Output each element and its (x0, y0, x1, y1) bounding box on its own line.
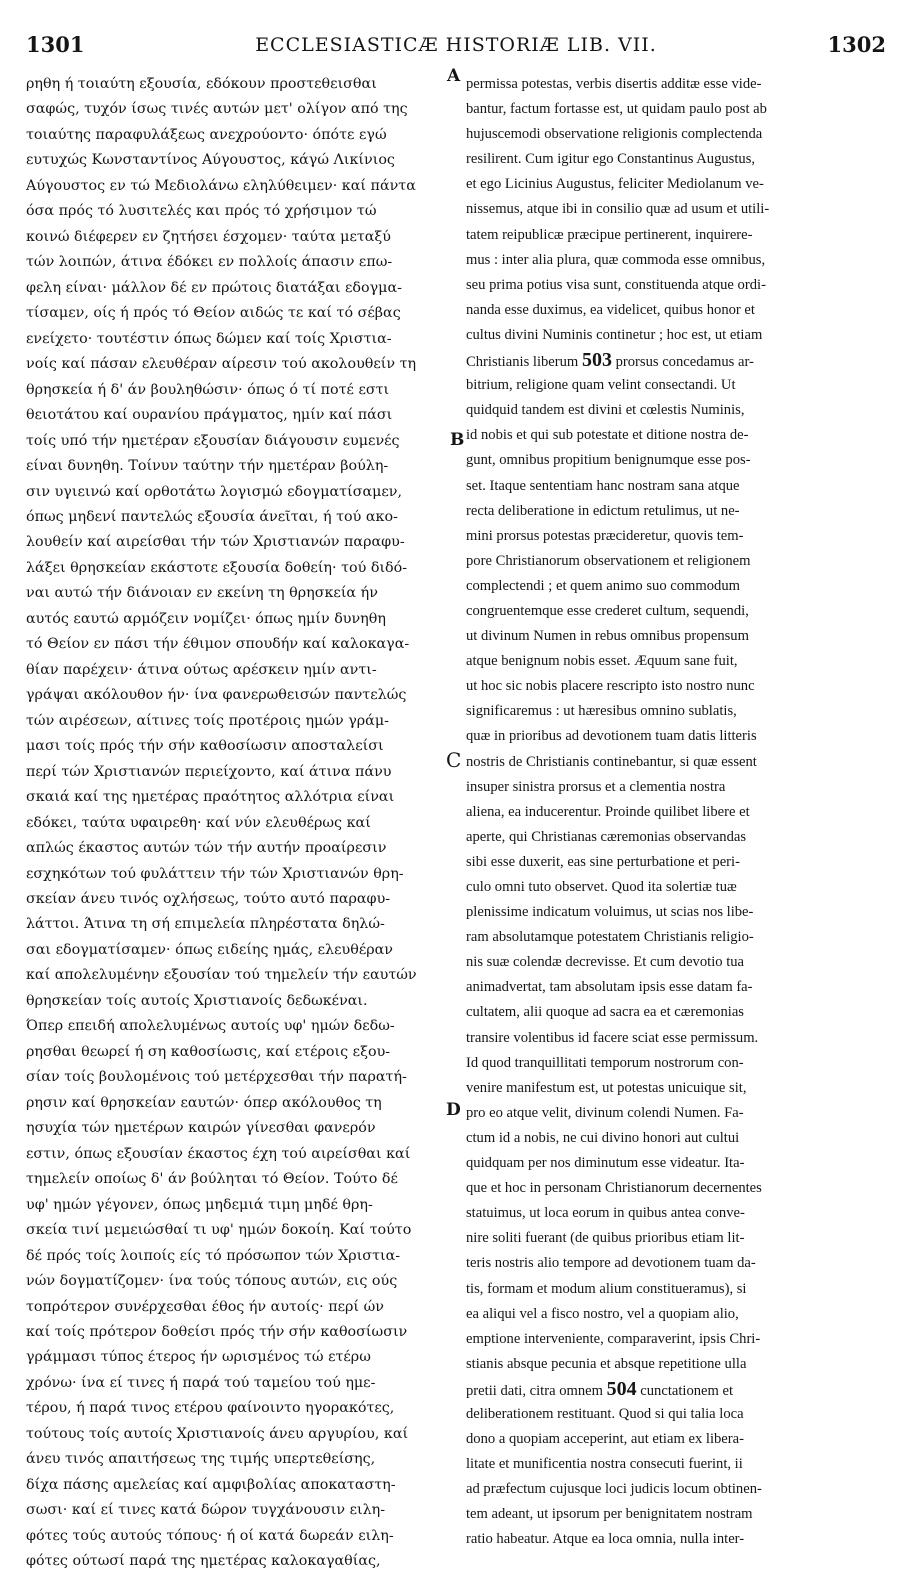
latin-line: dono a quopiam acceperint, aut etiam ex libera- (466, 1431, 744, 1448)
greek-line: λουθείν καί αιρείσθαι τήν τών Χριστιανών παραφυ- (26, 534, 405, 551)
latin-line: recta deliberatione in edictum retulimus, ut ne- (466, 502, 740, 519)
latin-text-span: cunctationem et (636, 1382, 734, 1399)
latin-line: que et hoc in personam Christianorum decernentes (466, 1180, 762, 1197)
latin-line: tatem reipublicæ præcipue pertinerent, inquirere- (466, 226, 753, 243)
greek-line: θίαν παρέχειν· άτινα ούτως αρέσκειν ημίν αντι- (26, 661, 377, 678)
greek-line: τοίς υπό τήν ημετέραν εξουσίαν διάγουσιν ευμενές (26, 432, 400, 449)
latin-text-span: pretii dati, citra omnem (466, 1382, 607, 1399)
greek-line: είναι δυνηθη. Τοίνυν ταύτην τήν ημετέραν βούλη- (26, 458, 389, 475)
latin-line-with-section-number (466, 1377, 888, 1402)
latin-line: transire volentibus id facere sciat esse permissum. (466, 1029, 759, 1046)
latin-line: ram absolutamque potestatem Christianis religio- (466, 929, 754, 946)
latin-line: teris nostris alio tempore ad devotionem tuam da- (466, 1255, 756, 1272)
greek-line: ρησθαι θεωρεί ή ση καθοσίωσις, καί ετέροις εξου- (26, 1043, 391, 1060)
greek-line: τέρου, ή παρά τινος ετέρου φαίνοιντο ηγορακότες, (26, 1400, 395, 1417)
latin-line: nostris de Christianis continebantur, si quæ essent (466, 753, 757, 770)
greek-line: εδόκει, ταύτα υφαιρεθη· καί νύν ελευθέρως καί (26, 814, 371, 831)
latin-line: statuimus, ut loca eorum in quibus antea conve- (466, 1205, 745, 1222)
latin-line: bantur, factum fortasse est, ut quidam paulo post ab (466, 101, 767, 118)
latin-line: tis, formam et modum alium constitueramus), si (466, 1280, 747, 1297)
greek-line: σκεία τινί μεμειώσθαί τι υφ' ημών δοκοίη. Καί τούτο (26, 1222, 412, 1239)
greek-line: σαι εδογματίσαμεν· όπως ειδείης ημάς, ελευθέραν (26, 941, 393, 958)
greek-line: σιν υγιεινώ καί ορθοτάτω λογισμώ εδογματίσαμεν, (26, 483, 403, 500)
latin-line: nanda esse duximus, ea videlicet, quibus honor et (466, 301, 755, 318)
latin-line: insuper sinistra prorsus et a clementia nostra (466, 778, 726, 795)
latin-line: Id quod tranquillitati temporum nostrorum con- (466, 1054, 744, 1071)
greek-line: ενείχετο· τουτέστιν όπως δώμεν καί τοίς Χριστια- (26, 330, 392, 347)
greek-line: κοινώ διέφερεν εν ζητήσει έσχομεν· ταύτα μεταξύ (26, 228, 391, 245)
greek-line: σίαν τοίς βουλομένοις τού μετέρχεσθαι τήν παρατή- (26, 1069, 407, 1086)
running-title: ECCLESIASTICÆ HISTORIÆ LIB. VII. (255, 34, 657, 56)
greek-line: σκείαν άνευ τινός οχλήσεως, τούτο αυτό παραφυ- (26, 891, 391, 907)
latin-line: pore Christianorum observationem et religionem (466, 552, 751, 569)
latin-line: complectendi ; et quem animo suo commodum (466, 577, 740, 594)
margin-mark-a: A (447, 66, 461, 86)
greek-line: ναι αυτώ τήν διάνοιαν εν εκείνη τη θρησκεία ήν (26, 585, 378, 602)
latin-line: id nobis et qui sub potestate et ditione nostra de- (466, 427, 749, 444)
latin-line: nire soliti fuerant (de quibus prioribus etiam lit- (466, 1230, 745, 1247)
greek-line: ρηθη ή τοιαύτη εξουσία, εδόκουν προστεθεισθαι (26, 76, 377, 92)
greek-line: τό Θείον εν πάσι τήν έθιμον σπουδήν καί καλοκαγα- (26, 636, 410, 653)
latin-line: deliberationem restituant. Quod si qui talia loca (466, 1405, 744, 1422)
latin-line: sibi esse duxerit, eas sine perturbatione et peri- (466, 853, 740, 870)
latin-line: litate et munificentia nostra consecuti fuerint, ii (466, 1456, 743, 1473)
latin-line: mini prorsus potestas præcideretur, quovis tem- (466, 527, 744, 544)
greek-line: φελη είναι· μάλλον δέ εν πρώτοις διατάξαι εδογμα- (26, 279, 402, 296)
greek-line: εσχηκότων τού φυλάττειν τήν τών Χριστιανών θρη- (26, 865, 404, 882)
greek-line: λάξει θρησκείαν εκάστοτε εξουσία δοθείη· τού διδό- (26, 559, 408, 576)
greek-line: νών δογματίζομεν· ίνα τούς τόπους αυτών, εις ούς (26, 1273, 398, 1290)
greek-line: τοπρότερον συνέρχεσθαι έθος ήν αυτοίς· περί ών (26, 1298, 384, 1315)
section-number: 504 (606, 1377, 637, 1400)
latin-line: quæ in prioribus ad devotionem tuam datis litteris (466, 728, 757, 745)
latin-line: set. Itaque sententiam hanc nostram sana atque (466, 477, 740, 494)
greek-line: περί τών Χριστιανών περιείχοντο, καί άτινα πάνυ (26, 763, 392, 780)
greek-line: καί τοίς πρότερον δοθείσι πρός τήν σήν καθοσίωσιν (26, 1323, 408, 1340)
latin-line: nis suæ colendæ decrevisse. Et cum devotio tua (466, 954, 745, 971)
greek-line: τών αιρέσεων, αίτινες τοίς προτέροις ημών γράμ- (26, 712, 389, 729)
greek-line: χρόνω· ίνα εί τινες ή παρά τού ταμείου τού ημε- (26, 1374, 376, 1391)
margin-mark-d: D (446, 1100, 461, 1120)
latin-line: hujuscemodi observatione religionis complectenda (466, 126, 763, 143)
greek-line: ησυχία τών ημετέρων καιρών γίνεσθαι φανερόν (26, 1120, 376, 1137)
latin-line: ad præfectum cujusque loci judicis locum obtinen- (466, 1481, 762, 1498)
latin-line: ea aliqui vel a fisco nostro, vel a quopiam alio, (466, 1305, 739, 1322)
greek-line: άνευ τινός απαιτήσεως της τιμής υπερτεθείσης, (26, 1451, 376, 1468)
latin-line: permissa potestas, verbis disertis additæ esse vide- (466, 76, 762, 92)
latin-line: mus : inter alia plura, quæ commoda esse omnibus, (466, 251, 766, 268)
latin-line: nissemus, atque ibi in consilio quæ ad usum et utili- (466, 201, 770, 218)
greek-line: θρησκεία ή δ' άν βουληθώσιν· όπως ό τί ποτέ εστι (26, 381, 390, 398)
greek-line: θειοτάτου καί ουρανίου πράγματος, ημίν καί πάσι (26, 407, 393, 424)
greek-line: τών λοιπών, άτινα έδόκει εν πολλοίς άπασιν επω- (26, 254, 393, 271)
section-number: 503 (581, 349, 612, 372)
margin-mark-b: B (450, 430, 465, 450)
greek-line: εστιν, όπως εξουσίαν έκαστος έχη τού αιρείσθαι καί (26, 1145, 411, 1162)
greek-line: όπως μηδενί παντελώς εξουσία άνεῖται, ή τού ακο- (26, 508, 398, 525)
latin-line: congruentemque esse crederet cultum, sequendi, (466, 602, 749, 619)
latin-line: cultatem, alii quoque ad sacra ea et cæremonias (466, 1004, 744, 1021)
latin-line: gunt, omnibus propitium benignumque esse pos- (466, 452, 751, 469)
latin-line: animadvertat, tam absolutam ipsis esse datam fa- (466, 979, 753, 996)
greek-line: όσα πρός τό λυσιτελές και πρός τό χρήσιμον τώ (26, 203, 377, 220)
latin-text-span: prorsus concedamus ar- (611, 354, 754, 371)
latin-line: quidquam per nos diminutum esse videatur. Ita- (466, 1155, 745, 1172)
latin-line: emptione interveniente, comparaverint, ipsis Chri- (466, 1330, 761, 1347)
latin-line: ut hoc sic nobis placere rescripto isto nostro nunc (466, 678, 755, 695)
greek-line: νοίς καί πάσαν ελευθέραν αίρεσιν τού ακολουθείν τη (26, 356, 417, 373)
greek-line: φότες ούτωσί παρά της ημετέρας καλοκαγαθίας, (26, 1553, 381, 1570)
latin-line: seu prima potius visa sunt, constituenda atque ordi- (466, 276, 766, 293)
latin-line: culo omni tuto observet. Quod ita solertiæ tuæ (466, 879, 737, 895)
latin-line: ctum id a nobis, ne cui divino honori aut cultui (466, 1129, 740, 1146)
greek-line: απλώς έκαστος αυτών τών τήν αυτήν προαίρεσιν (26, 840, 387, 857)
latin-line: resilirent. Cum igitur ego Constantinus Augustus, (466, 151, 756, 168)
greek-line: μασι τοίς πρός τήν σήν καθοσίωσιν αποσταλείσι (26, 738, 384, 755)
latin-line: ut divinum Numen in rebus omnibus propensum (466, 628, 749, 645)
page-number-left: 1301 (26, 32, 85, 57)
greek-line: θρησκείαν τοίς αυτοίς Χριστιανοίς δεδωκέναι. (26, 992, 368, 1009)
latin-line: tem adeant, ut ipsorum per benignitatem nostram (466, 1506, 753, 1523)
greek-line: ευτυχώς Κωνσταντίνος Αύγουστος, κάγώ Λικίνιος (26, 152, 395, 169)
latin-line: significaremus : ut hæresibus omnino sublatis, (466, 703, 737, 720)
latin-line: aperte, qui Christianas cæremonias observandas (466, 828, 747, 845)
latin-line: ratio habeatur. Atque ea loca omnia, nulla inter- (466, 1531, 745, 1548)
latin-text-span: Christianis liberum (466, 354, 582, 371)
latin-line: aliena, ea inducerentur. Proinde quilibet libere et (466, 803, 750, 820)
greek-line: σαφώς, τυχόν ίσως τινές αυτών μετ' ολίγον από της (26, 101, 408, 118)
greek-line: αυτός εαυτώ αρμόζειν νομίζει· όπως ημίν δυνηθη (26, 610, 386, 627)
latin-line: stianis absque pecunia et absque repetitione ulla (466, 1355, 747, 1372)
greek-line: σκαιά καί της ημετέρας πραότητος αλλότρια είναι (26, 789, 395, 806)
latin-line: et ego Licinius Augustus, feliciter Mediolanum ve- (466, 176, 764, 193)
latin-line: venire manifestum est, ut potestas unicuique sit, (466, 1079, 747, 1096)
greek-line: λάττοι. Άτινα τη σή επιμελεία πληρέστατα δηλώ- (26, 916, 385, 933)
greek-line: τίσαμεν, οίς ή πρός τό Θείον αιδώς τε καί τό σέβας (26, 305, 401, 322)
greek-line: γράψαι ακόλουθον ήν· ίνα φανερωθεισών παντελώς (26, 687, 407, 704)
greek-line: Αύγουστος εν τώ Μεδιολάνω εληλύθειμεν· καί πάντα (26, 177, 416, 194)
greek-line: ρησιν καί θρησκείαν εαυτών· όπερ ακόλουθος τη (26, 1094, 382, 1111)
greek-line: τούτους τοίς αυτοίς Χριστιανοίς άνευ αργυρίου, καί (26, 1425, 409, 1442)
greek-line: τημελείν οποίως δ' άν βούληται τό Θείον. Τούτο δέ (26, 1171, 398, 1188)
latin-line-with-section-number (466, 348, 888, 373)
greek-line: σωσι· καί εί τινες κατά δώρον τυγχάνουσιν ειλη- (26, 1502, 386, 1519)
greek-line: φότες τούς αυτούς τόπους· ή οί κατά δωρεάν ειλη- (26, 1527, 394, 1544)
latin-line: cultus divini Numinis continetur ; hoc est, ut etiam (466, 326, 763, 343)
latin-line: bitrium, religione quam velint consectandi. Ut (466, 377, 736, 394)
page-number-right: 1302 (827, 32, 886, 57)
latin-line: pro eo atque velit, divinum colendi Numen. Fa- (466, 1104, 744, 1121)
greek-line: γράμμασι τύπος έτερος ήν ωρισμένος τώ ετέρω (26, 1349, 371, 1366)
latin-line: atque benignum nobis esset. Æquum sane fuit, (466, 653, 738, 670)
greek-line: Όπερ επειδή απολελυμένως αυτοίς υφ' ημών δεδω- (26, 1018, 395, 1035)
latin-line: plenissime indicatum voluimus, ut scias nos libe- (466, 904, 754, 921)
greek-line: καί απολελυμένην εξουσίαν τού τημελείν τήν εαυτών (26, 967, 417, 984)
running-header (0, 30, 912, 60)
margin-mark-c: C (446, 748, 462, 772)
greek-line: τοιαύτης παραφυλάξεως ανεχρούοντο· όπότε εγώ (26, 126, 387, 143)
greek-line: δέ πρός τοίς λοιποίς είς τό πρόσωπον τών Χριστια- (26, 1247, 401, 1264)
greek-line: υφ' ημών γέγονεν, όπως μηδεμιά τιμη μηδέ θρη- (26, 1196, 373, 1213)
latin-column (466, 72, 888, 1553)
greek-line: δίχα πάσης αμελείας καί αμφιβολίας αποκαταστη- (26, 1476, 396, 1493)
latin-line: quidquid tandem est divini et cœlestis Numinis, (466, 402, 745, 419)
greek-column (26, 72, 456, 1575)
